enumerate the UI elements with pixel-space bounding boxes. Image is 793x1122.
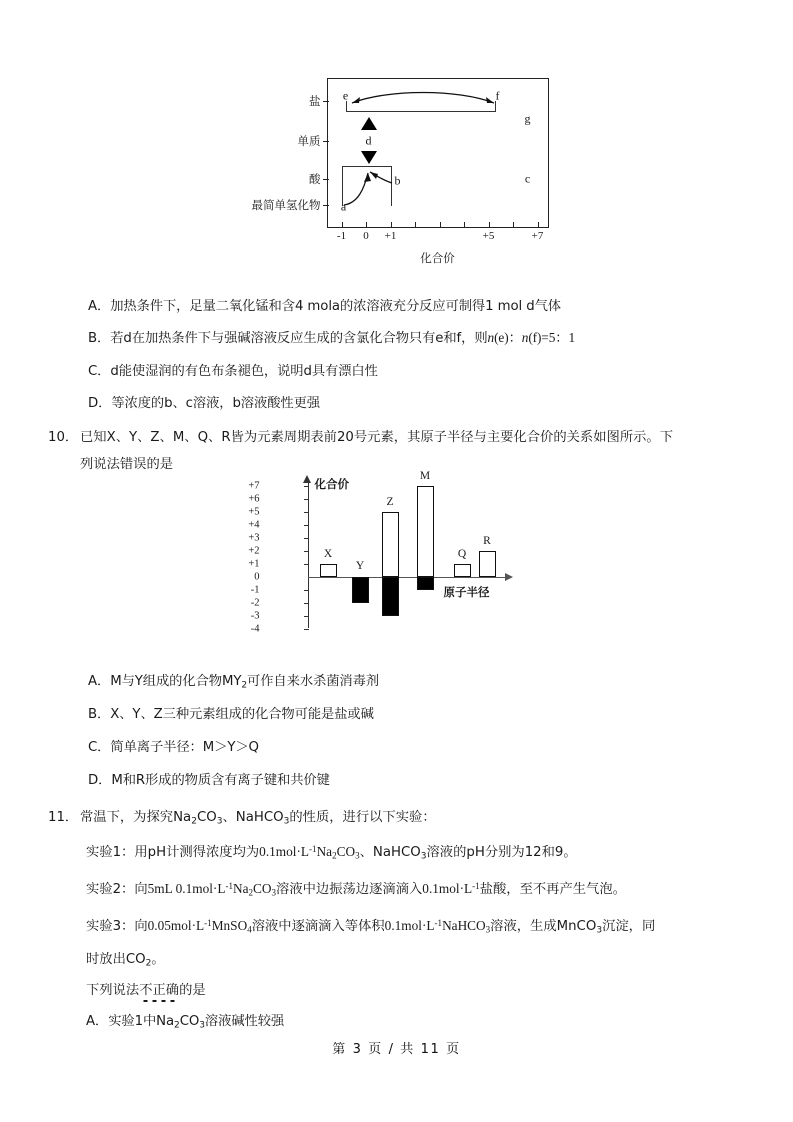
q10-stem-line1: 已知X、Y、Z、M、Q、R皆为元素周期表前20号元素，其原子半径与主要化合价的关系如图所示。下	[80, 430, 674, 445]
q11-stem-sub1: 2	[191, 816, 197, 827]
q11-stem-4: 的性质，进行以下实验：	[289, 810, 436, 825]
q9-option-a: A．加热条件下，足量二氧化锰和含4 mola的浓溶液充分反应可制得1 mol d气体	[88, 299, 561, 314]
q11-exp2-f1s1: 2	[248, 887, 254, 898]
chart-ytick-line-m3	[304, 616, 309, 617]
figure1-xlabel-plus7: +7	[531, 230, 544, 242]
figure1-xtick-6	[489, 222, 490, 228]
figure1-ytick-simplest-hydride	[323, 205, 329, 206]
q11-option-a-s2: 3	[199, 1020, 205, 1031]
figure1-ytick-element	[323, 141, 329, 142]
chart-y-axis	[308, 482, 309, 628]
q11-exp1-f1b: CO	[336, 844, 356, 859]
q11-experiment-3	[86, 915, 655, 936]
figure1-xtick-0	[342, 222, 343, 228]
q11-exp2-label: 实验2：向	[86, 882, 148, 897]
q11-exp3-mid: 溶液中逐滴滴入等体积	[251, 919, 385, 934]
figure1-xtick-1	[366, 222, 367, 228]
q11-exp1-f1: Na	[316, 844, 333, 859]
chart-bar-M-positive	[417, 486, 434, 577]
q11-exp3-conc2: 0.1mol·L	[384, 918, 435, 933]
q11-exp2-f1s2: 3	[271, 887, 277, 898]
q11-stem-1: 常温下，为探究Na	[80, 810, 192, 825]
q10-number: 10．	[48, 430, 79, 445]
q11-exp3-f1: MnSO	[211, 918, 248, 933]
q11-number: 11．	[48, 810, 79, 825]
figure1-node-f: f	[495, 88, 500, 103]
chart-bar-label-Q: Q	[457, 548, 467, 560]
figure1-xlabel-0: 0	[363, 230, 369, 242]
figure1-ylabel-element: 单质	[297, 134, 321, 148]
chart-ytick-line-m4	[304, 629, 309, 630]
chart-bar-X-positive	[320, 564, 337, 577]
q9-option-b	[88, 327, 575, 346]
chart-bar-label-R: R	[483, 535, 491, 547]
q11-exp3-conc: 0.05mol·L	[147, 918, 205, 933]
q10-option-c: C．简单离子半径：M＞Y＞Q	[88, 740, 259, 755]
q11-stem	[80, 806, 436, 827]
figure1-xlabel-plus1: +1	[384, 230, 397, 242]
q10-option-a-subscript: 2	[241, 680, 248, 691]
q11-exp2-conc2: 0.1mol·L	[422, 881, 473, 896]
chart-bar-Z-negative	[382, 577, 399, 616]
q9-option-b-n2: n	[521, 330, 529, 345]
q9-option-b-mid2: (f)=5：1	[528, 330, 576, 345]
q11-exp1-f1s1: 2	[332, 850, 337, 861]
figure1-ylabel-simplest-hydride: 最简单氢化物	[251, 198, 321, 212]
q11-exp3-f3s: 3	[596, 925, 603, 936]
q10-option-a	[88, 670, 379, 691]
q11-stem-sub3: 3	[283, 816, 290, 827]
figure1-node-c: c	[524, 171, 531, 186]
chart-ytick-line-p7	[304, 486, 309, 487]
q11-stem-2: CO	[196, 810, 217, 825]
chart-ytick-line-p1	[304, 564, 309, 565]
figure1-node-a: a	[340, 199, 347, 214]
chart-bar-Q-positive	[454, 564, 471, 577]
chart-x-axis-title: 原子半径	[443, 585, 490, 599]
q11-experiment-1	[86, 841, 577, 862]
q11-exp3-mid2: 溶液，生成MnCO	[490, 919, 597, 934]
chart-ytick-line-p4	[304, 525, 309, 526]
q11-exp3-label: 实验3：向	[86, 919, 148, 934]
q11-exp3-f2: NaHCO	[442, 918, 486, 933]
figure1-ytick-acid	[323, 179, 329, 180]
q11-exp2-mid: 溶液中边振荡边逐滴滴入	[276, 882, 423, 897]
q9-option-d: D．等浓度的b、c溶液，b溶液酸性更强	[88, 396, 320, 411]
figure1-ylabel-acid: 酸	[309, 172, 321, 186]
figure1-xtick-3	[415, 222, 416, 228]
q11-exp2-vol: 5mL 0.1mol·L	[147, 881, 226, 896]
figure1-xlabel-plus5: +5	[482, 230, 495, 242]
q10-stem-line2: 列说法错误的是	[80, 457, 174, 472]
q11-exp1-f1s2: 3	[355, 850, 360, 861]
q11-prompt-post: 的是	[179, 983, 206, 998]
chart-x-axis	[308, 577, 506, 578]
q11-experiment-2	[86, 878, 626, 898]
q10-option-a-pre: A．M与Y组成的化合物MY	[88, 674, 242, 689]
chart-y-axis-title: 化合价	[314, 477, 349, 491]
chart-bar-R-positive	[479, 551, 496, 577]
chart-bar-M-negative	[417, 577, 434, 590]
q11-exp1-tail: 溶液的pH分别为12和9。	[426, 845, 577, 860]
chart-ytick-line-p2	[304, 551, 309, 552]
figure1-axes-frame	[251, 78, 549, 242]
figure1-xlabel-minus1: -1	[336, 230, 347, 242]
q11-exp1-sep: 、NaHCO	[359, 845, 421, 860]
q10-option-b: B．X、Y、Z三种元素组成的化合物可能是盐或碱	[88, 707, 374, 722]
chart-bar-label-X: X	[323, 548, 333, 560]
figure1-ytick-salt	[323, 101, 329, 102]
q11-exp3-f1s: 4	[247, 924, 252, 935]
q9-option-b-mid1: (e)：	[494, 330, 522, 345]
q11-prompt	[86, 979, 206, 998]
figure1-xtick-7	[513, 222, 514, 228]
figure1-ylabel-salt: 盐	[309, 94, 321, 108]
q11-exp2-f1b: CO	[253, 881, 272, 896]
q11-exp3-line2-b: 。	[151, 952, 165, 967]
figure1-triangle-up-icon	[361, 117, 377, 130]
q11-exp3-line2-a: 时放出CO	[86, 952, 146, 967]
q11-exp1-conc-sup: -1	[309, 844, 317, 855]
chart-bar-Z-positive	[382, 512, 399, 577]
q11-exp3-conc2-sup: -1	[434, 918, 443, 929]
q11-prompt-pre: 下列说法	[86, 983, 140, 998]
chart-ytick-line-m1	[304, 590, 309, 591]
figure1-xtick-4	[440, 222, 441, 228]
chart-ytick-line-p3	[304, 538, 309, 539]
figure1-arrow-ef	[338, 85, 518, 111]
chart-y-axis-arrow-icon	[303, 475, 311, 483]
chart-bar-label-Z: Z	[386, 496, 394, 508]
q11-exp3-line2-sub: 2	[145, 958, 152, 969]
chart-ytick-line-m2	[304, 603, 309, 604]
figure1-arrow-ab	[338, 163, 418, 213]
q11-exp3-tail: 沉淀，同	[602, 919, 656, 934]
q11-exp1-conc: 0.1mol·L	[259, 844, 310, 859]
q11-exp2-vol-sup: -1	[225, 881, 233, 892]
q11-exp2-tail: 盐酸，至不再产生气泡。	[479, 882, 626, 897]
chart-x-axis-arrow-icon	[505, 573, 513, 581]
figure1-node-d: d	[365, 133, 372, 148]
page-footer: 第 3 页 / 共 11 页	[332, 1042, 461, 1057]
q11-exp3-conc-sup: -1	[204, 918, 212, 929]
figure1-node-b: b	[394, 173, 401, 188]
chart-bar-label-M: M	[419, 470, 431, 482]
q9-option-b-n1: n	[487, 330, 495, 345]
q11-option-a-mid: CO	[179, 1014, 200, 1029]
q11-option-a-s1: 2	[174, 1020, 180, 1031]
figure1-xtick-2	[391, 222, 392, 228]
q11-stem-sub2: 3	[216, 816, 223, 827]
q10-option-d: D．M和R形成的物质含有离子键和共价键	[88, 773, 330, 788]
q9-option-c: C．d能使湿润的有色布条褪色，说明d具有漂白性	[88, 364, 378, 379]
q11-prompt-emphasis: 不正确	[139, 983, 180, 998]
q11-exp2-f1: Na	[233, 881, 249, 896]
q11-stem-3: 、NaHCO	[222, 810, 284, 825]
figure1-xtick-8	[538, 222, 539, 228]
figure1-xtick-5	[464, 222, 465, 228]
figure1-xaxis-title: 化合价	[420, 251, 455, 265]
chart-ytick-line-p6	[304, 499, 309, 500]
figure1-node-g: g	[524, 111, 531, 126]
chart-bar-label-Y: Y	[355, 560, 365, 572]
q11-exp1-f2s: 3	[420, 851, 427, 862]
q11-exp1-label: 实验1：用pH计测得浓度均为	[86, 845, 260, 860]
chart-bar-Y-negative	[352, 577, 369, 603]
figure-atomic-radius-valence-chart: 化合价 原子半径 +7 +6 +5 +4 +3 +2 +1 0 -1 -2 -3 -4 X Y Z M Q R	[0, 478, 793, 650]
q11-exp3-f2s: 3	[485, 924, 491, 935]
q11-option-a-pre: A．实验1中Na	[86, 1014, 175, 1029]
figure-valence-category-diagram	[0, 72, 793, 272]
figure1-node-e: e	[342, 88, 349, 103]
q11-experiment-3-line2	[86, 948, 165, 969]
chart-ytick-line-p5	[304, 512, 309, 513]
q11-option-a-post: 溶液碱性较强	[204, 1014, 285, 1029]
q10-option-a-post: 可作自来水杀菌消毒剂	[247, 674, 379, 689]
q11-exp2-conc2-sup: -1	[472, 881, 480, 892]
q9-option-b-pre: B．若d在加热条件下与强碱溶液反应生成的含氯化合物只有e和f，则	[88, 331, 488, 346]
q11-option-a	[86, 1010, 284, 1031]
